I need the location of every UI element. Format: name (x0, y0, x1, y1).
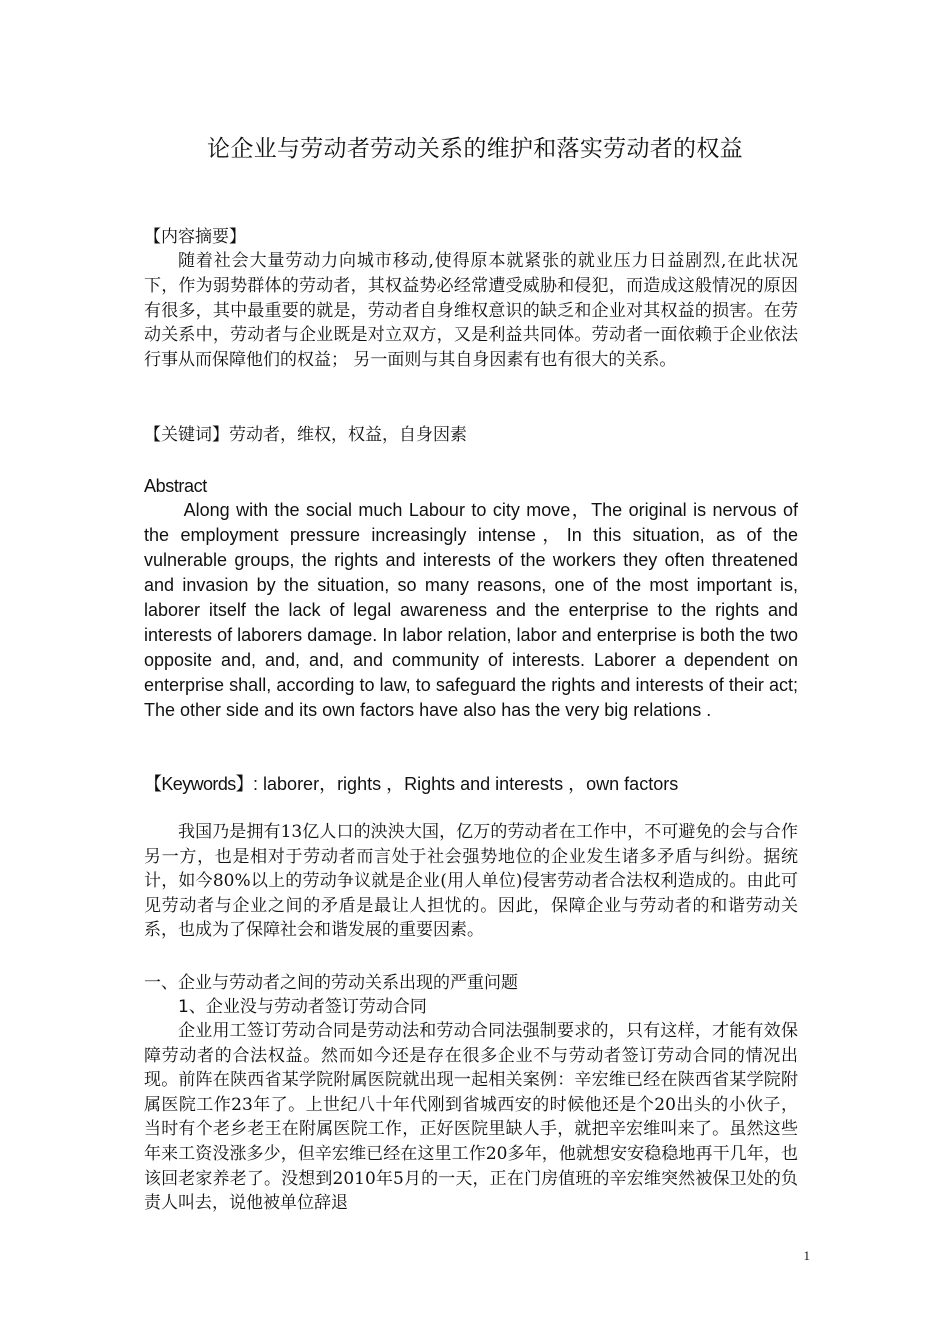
keywords-en-label: 【Keywords】 (144, 774, 254, 794)
abstract-cn-heading: 【内容摘要】 (144, 227, 246, 247)
intro-paragraph: 我国乃是拥有13亿人口的泱泱大国，亿万的劳动者在工作中，不可避免的会与合作另一方，也是相对于劳动者而言处于社会强势地位的企业发生诸多矛盾与纠纷。据统计，如今80%以上的劳动争议就是企业(用人单位)侵害劳动者合法权利造成的。由此可见劳动者与企业之间的矛盾是最让人担忧的。因此，保障企业与劳动者的和谐劳动关系，也成为了保障社会和谐发展的重要因素。 (144, 822, 798, 941)
document-title: 论企业与劳动者劳动关系的维护和落实劳动者的权益 (207, 136, 743, 162)
section-1-heading: 一、企业与劳动者之间的劳动关系出现的严重问题 (144, 973, 518, 993)
section-1-body: 企业用工签订劳动合同是劳动法和劳动合同法强制要求的，只有这样，才能有效保障劳动者的合法权益。然而如今还是存在很多企业不与劳动者签订劳动合同的情况出现。前阵在陕西省某学院附属医院就出现一起相关案例：辛宏维已经在陕西省某学院附属医院工作23年了。上世纪八十年代刚到省城西安的时候他还是个20出头的小伙子，当时有个老乡老王在附属医院工作，正好医院里缺人手，就把辛宏维叫来了。虽然这些年来工资没涨多少，但辛宏维已经在这里工作20多年，他就想安安稳稳地再干几年，也该回老家养老了。没想到2010年5月的一天，正在门房值班的辛宏维突然被保卫处的负责人叫去，说他被单位辞退 (144, 1021, 798, 1214)
section-1-subheading: 1、企业没与劳动者签订劳动合同 (178, 997, 427, 1017)
keywords-cn-label: 【关键词】 (144, 425, 229, 445)
keywords-cn-line (144, 423, 798, 447)
intro-section (144, 820, 798, 943)
abstract-cn-section (144, 225, 798, 373)
keywords-cn-value: 劳动者，维权，权益，自身因素 (229, 425, 467, 445)
keywords-en-value: : laborer，rights ，Rights and interests ，own factors (253, 774, 679, 794)
abstract-en-body: Along with the social much Labour to city move，The original is nervous of the employment pressure increasingly intense，In this situation, as of the vulnerable groups, the rights and interests of the workers they often threatened and invasion by the situation, so many reasons, one of the most important is, laborer itself the lack of legal awareness and the enterprise to the rights and interests of laborers damage. In labor relation, labor and enterprise is both the two opposite and, and, and, and community of interests. Laborer a dependent on enterprise shall, according to law, to safeguard the rights and interests of their act; The other side and its own factors have also has the very big relations . (144, 500, 798, 720)
page-number: 1 (803, 1248, 810, 1263)
abstract-en-heading: Abstract (144, 476, 207, 496)
section-1 (144, 971, 798, 1216)
keywords-en-line (144, 772, 798, 797)
abstract-cn-body: 随着社会大量劳动力向城市移动,使得原本就紧张的就业压力日益剧烈,在此状况下，作为弱势群体的劳动者，其权益势必经常遭受威胁和侵犯，而造成这般情况的原因有很多，其中最重要的就是，劳动者自身维权意识的缺乏和企业对其权益的损害。在劳动关系中，劳动者与企业既是对立双方，又是利益共同体。劳动者一面依赖于企业依法行事从而保障他们的权益； 另一面则与其自身因素有也有很大的关系。 (144, 251, 798, 371)
abstract-en-section (144, 474, 798, 723)
